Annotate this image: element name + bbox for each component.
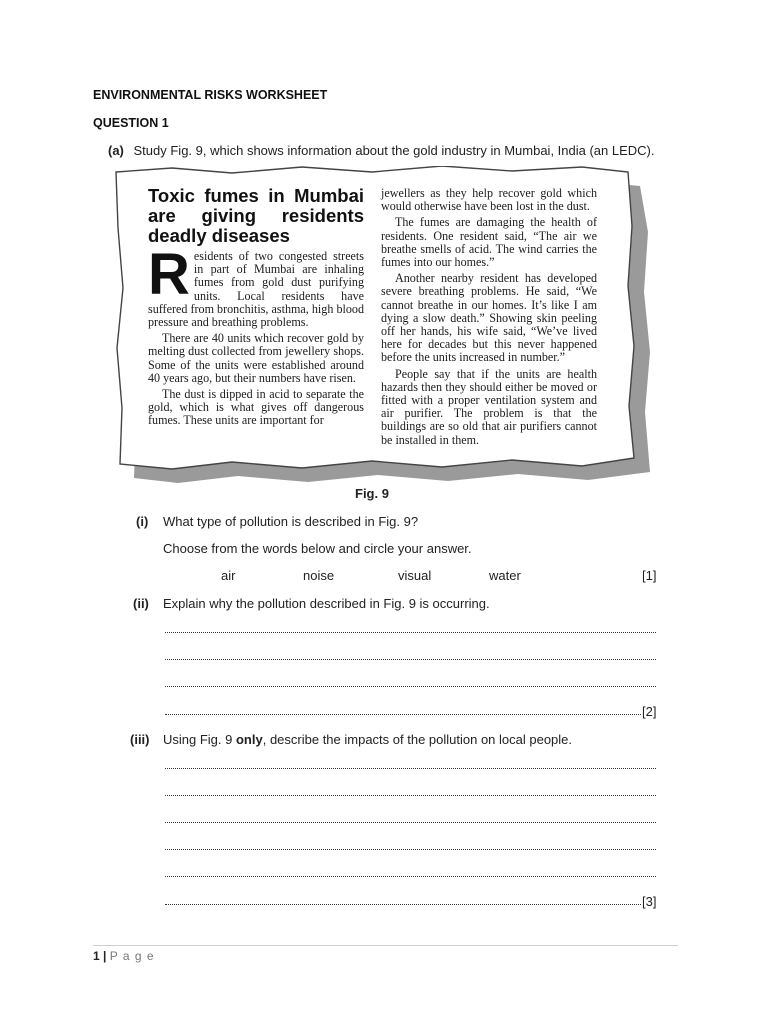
answer-line-iii-1[interactable]	[165, 768, 656, 769]
article-dropcap: R	[148, 242, 190, 307]
page-word: P a g e	[109, 949, 155, 963]
page-separator: |	[103, 949, 107, 963]
article-col1-para-1: esidents of two congested streets in part of Mumbai are inhaling fumes from gold dust purifying units. Local residents have suffered from bronchitis, asthma, high blood pressure and breathing problems.	[148, 249, 364, 330]
part-a-text: Study Fig. 9, which shows information about the gold industry in Mumbai, India (an LEDC).	[133, 143, 655, 158]
question-heading: QUESTION 1	[93, 116, 169, 130]
article-col2-para-1: jewellers as they help recover gold which would otherwise have been lost in the dust.	[381, 186, 597, 214]
question-i	[136, 514, 148, 529]
article-col2-para-3: Another nearby resident has developed severe breathing problems. He said, “We cannot breathe in our homes. It’s like I am dying a slow death.” Showing skin peeling off her hands, his wife said, “We’ve lived here for decades but this never happened before the units increased in number.”	[381, 271, 597, 365]
page-footer	[93, 949, 155, 963]
question-iii-marks: [3]	[642, 894, 657, 909]
answer-line-ii-3[interactable]	[165, 686, 656, 687]
question-i-marks: [1]	[642, 568, 657, 583]
question-i-text: What type of pollution is described in Fig. 9?	[163, 514, 419, 529]
question-ii-marks: [2]	[642, 704, 657, 719]
answer-line-iii-3[interactable]	[165, 822, 656, 823]
answer-line-iii-6[interactable]	[165, 904, 641, 905]
article-col1-para-3: The dust is dipped in acid to separate the gold, which is what gives off dangerous fumes. These units are important for	[148, 387, 364, 428]
question-iii-text-bold: only	[235, 732, 263, 747]
question-iii-text	[163, 732, 572, 747]
option-noise[interactable]: noise	[303, 568, 335, 583]
figure-caption: Fig. 9	[355, 486, 389, 501]
answer-line-ii-4[interactable]	[165, 714, 641, 715]
part-a-label: (a)	[108, 143, 124, 158]
question-i-label: (i)	[136, 514, 149, 529]
article-column-2	[381, 187, 597, 447]
answer-line-iii-4[interactable]	[165, 849, 656, 850]
answer-line-iii-5[interactable]	[165, 876, 656, 877]
article-column-1	[148, 186, 364, 428]
worksheet-title: ENVIRONMENTAL RISKS WORKSHEET	[93, 88, 328, 102]
option-air[interactable]: air	[221, 568, 236, 583]
answer-line-iii-2[interactable]	[165, 795, 656, 796]
question-iii-text-before: Using Fig. 9	[163, 732, 236, 747]
question-ii-text: Explain why the pollution described in Fig. 9 is occurring.	[163, 596, 490, 611]
question-i-instruction: Choose from the words below and circle your answer.	[163, 541, 472, 556]
article-col2-para-4: People say that if the units are health hazards then they should either be moved or fitted with a proper ventilation system and air purifier. The problem is that the buildings are so old that air purifiers cannot be installed in them.	[381, 366, 597, 447]
question-iii-text-after: , describe the impacts of the pollution on local people.	[262, 732, 573, 747]
article-col2-para-2: The fumes are damaging the health of residents. One resident said, “The air we breathe smells of acid. The wind carries the fumes into our homes.”	[381, 215, 597, 270]
answer-line-ii-2[interactable]	[165, 659, 656, 660]
option-water[interactable]: water	[489, 568, 521, 583]
article-headline: Toxic fumes in Mumbai are giving residents deadly diseases	[148, 185, 364, 246]
question-iii-label: (iii)	[130, 732, 150, 747]
answer-line-ii-1[interactable]	[165, 632, 656, 633]
article-col1-para-2: There are 40 units which recover gold by melting dust collected from jewellery shops. Some of the units were established around 40 years ago, but their numbers have risen.	[148, 331, 364, 385]
question-ii-label: (ii)	[133, 596, 149, 611]
page-number: 1	[93, 949, 100, 963]
footer-divider	[93, 945, 678, 946]
option-visual[interactable]: visual	[398, 568, 432, 583]
part-a-prompt	[108, 143, 655, 158]
